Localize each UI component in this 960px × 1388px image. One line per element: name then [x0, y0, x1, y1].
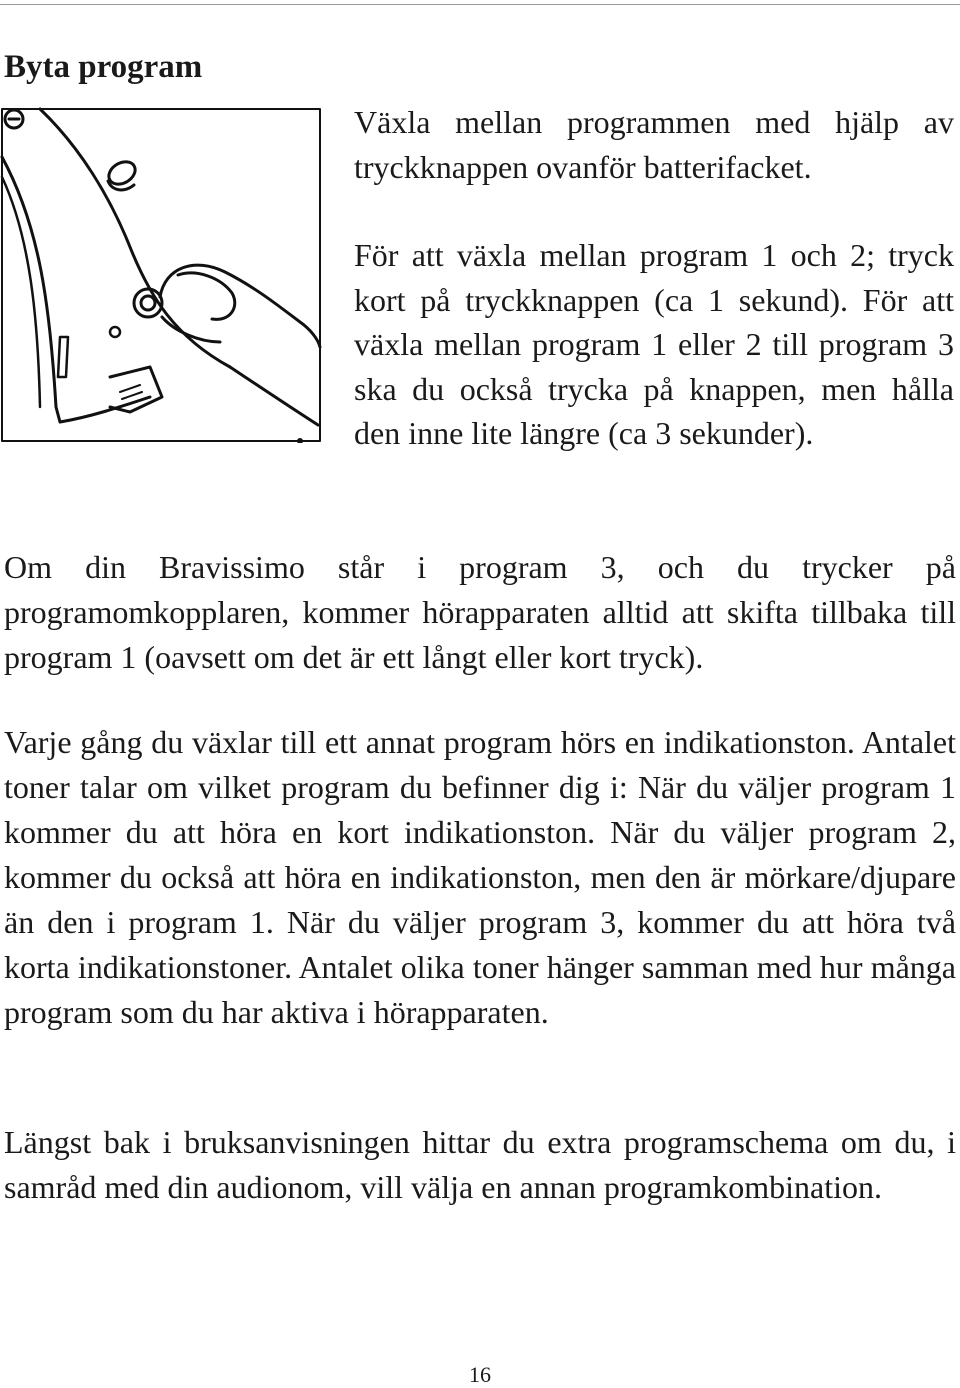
paragraph-program-schema: Längst bak i bruksanvisningen hittar du extra programschema om du, i samråd med din audionom, vill välja en annan programkombination. — [4, 1124, 956, 1205]
paragraph-switching: För att växla mellan program 1 och 2; tryck kort på tryckknappen (ca 1 sekund). För att växla mellan program 1 eller 2 till program 3 ska du också trycka på knappen, men hålla den inne lite längre (ca 3 sekunder). — [354, 237, 954, 451]
hearing-aid-illustration — [0, 107, 322, 443]
side-text-block — [354, 100, 954, 456]
top-rule — [0, 4, 960, 5]
page-number: 16 — [469, 1362, 491, 1387]
section-heading: Byta program — [4, 49, 203, 85]
paragraph-intro: Växla mellan programmen med hjälp av tryckknappen ovanför batterifacket. — [354, 104, 954, 185]
paragraph-indication-tones: Varje gång du växlar till ett annat program hörs en indikationston. Antalet toner talar om vilket program du befinner dig i: När du väljer program 1 kommer du att höra en kort indikationston. När du väljer program 2, kommer du också att höra en indikationston, men den är mörkare/djupare än den i program 1. När du väljer program 3, kommer du att höra två korta indikationstoner. Antalet olika toner hänger samman med hur många program som du har aktiva i hörapparaten. — [4, 724, 956, 1030]
paragraph-program3: Om din Bravissimo står i program 3, och du trycker på programomkopplaren, kommer hörapparaten alltid att skifta tillbaka till program 1 (oavsett om det är ett långt eller kort tryck). — [4, 549, 956, 675]
